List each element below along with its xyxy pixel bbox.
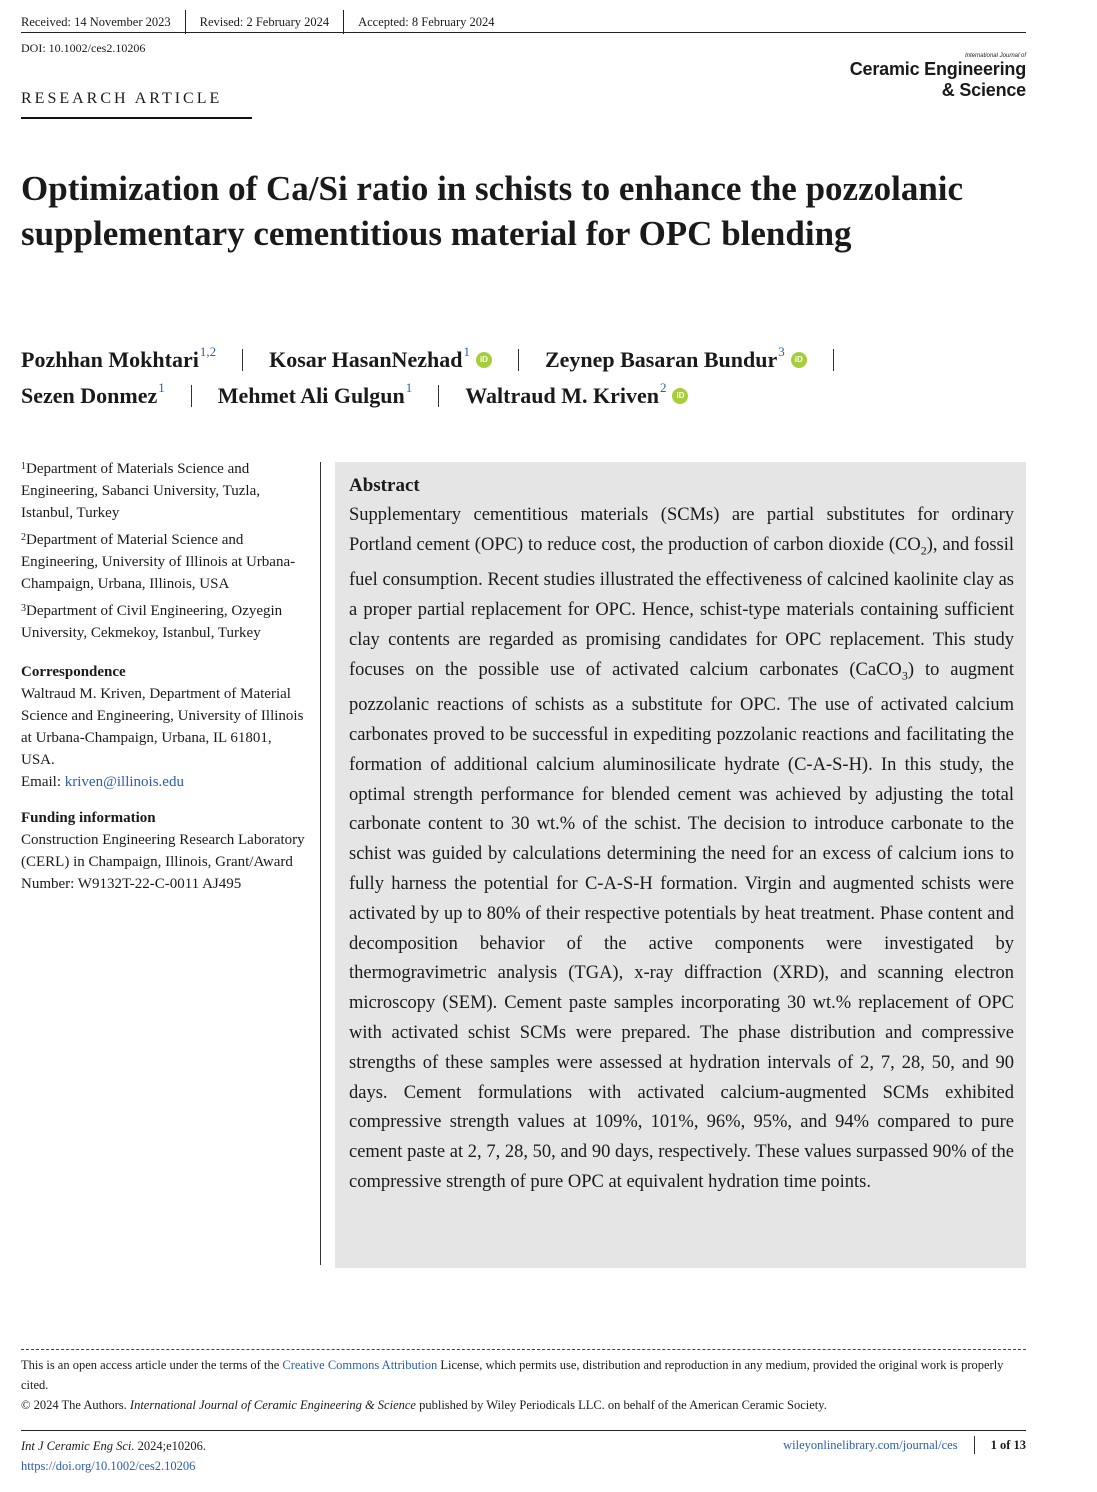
paper-title: Optimization of Ca/Si ratio in schists to enhance the pozzolanic supplementary cementitious material for OPC blending [21,169,964,253]
author[interactable] [218,378,413,414]
license-part: This is an open access article under the terms of the [21,1358,283,1372]
divider [242,349,243,371]
copyright-part: © 2024 The Authors. [21,1398,130,1412]
author[interactable] [545,342,807,378]
author-list [21,342,1031,414]
author-line [21,342,1031,378]
doi: DOI: 10.1002/ces2.10206 [21,41,146,55]
affiliation-number: 2 [21,532,26,543]
affiliation-text: Department of Materials Science and Engineering, Sabanci University, Tuzla, Istanbul, Turkey [21,461,260,521]
author-name: Sezen Donmez [21,383,158,408]
divider [438,385,439,407]
cc-license-link[interactable]: Creative Commons Attribution [282,1358,438,1372]
affiliation-number: 1 [21,461,26,472]
journal-name: International Journal of Ceramic Engineering & Science [129,1398,416,1412]
affiliation [21,529,306,595]
copyright-part: published by Wiley Periodicals LLC. on behalf of the American Ceramic Society. [415,1398,827,1412]
author[interactable] [21,342,216,378]
license-divider [21,1349,1026,1350]
abstract-box [335,462,1026,1268]
abstract-content [349,473,1014,1198]
footer-rule [21,1430,1026,1431]
column-divider [320,462,321,1265]
divider [343,10,344,34]
article-dates [21,10,509,34]
abstract-text [349,501,1014,1198]
funding-text: Construction Engineering Research Laboratory (CERL) in Champaign, Illinois, Grant/Award Number: W9132T-22-C-0011 AJ495 [21,832,305,892]
license-part: License, which permits use, distribution and reproduction in any medium, provided the original work is properly cited. [21,1358,1004,1392]
author-affiliation[interactable]: 1,2 [199,344,217,359]
author-affiliation[interactable]: 3 [778,344,785,359]
author-affiliation[interactable]: 1 [463,344,470,359]
article-type-underline [21,117,252,119]
author[interactable] [465,378,688,414]
correspondence-text: Waltraud M. Kriven, Department of Material Science and Engineering, University of Illinois at Urbana-Champaign, Urbana, IL 61801, USA. [21,686,304,768]
author-name: Waltraud M. Kriven [465,383,659,408]
orcid-icon[interactable]: iD [672,388,688,404]
affiliation [21,600,306,644]
divider [833,349,834,371]
abstract-part: Supplementary cementitious materials (SCMs) are partial substitutes for ordinary Portland cement (OPC) to reduce cost, the production of carbon dioxide (CO [349,505,1014,555]
footer-right [783,1436,1026,1454]
journal-logo-line1: Ceramic Engineering [849,59,1026,79]
citation-ref: 2024;e10206. [134,1439,207,1453]
journal-site-link[interactable]: wileyonlinelibrary.com/journal/ces [783,1437,958,1452]
subscript: 2 [920,543,927,558]
author-affiliation[interactable]: 1 [405,380,413,395]
orcid-icon[interactable]: iD [791,352,807,368]
author-name: Mehmet Ali Gulgun [217,383,405,408]
journal-logo-line2: & Science [941,80,1026,100]
orcid-icon[interactable]: iD [476,352,492,368]
author-name: Pozhhan Mokhtari [21,347,199,372]
correspondence-heading: Correspondence [21,664,126,680]
abstract-part: ), and fossil fuel consumption. Recent studies illustrated the effectiveness of calcined kaolinite clay as a proper partial replacement for OPC. Hence, schist-type materials containing sufficient clay contents are regarded as promising candidates for OPC replacement. This study focuses on the possible use of activated calcium carbonates (CaCO [349,534,1015,680]
doi-link[interactable]: https://doi.org/10.1002/ces2.10206 [21,1459,196,1473]
citation-line [21,1436,206,1456]
divider [518,349,519,371]
divider [185,10,186,34]
journal-logo-small: International Journal of [964,53,1026,59]
header-rule [21,32,1026,33]
copyright-text [21,1395,1027,1415]
correspondence-email [21,771,306,793]
author-affiliation[interactable]: 1 [158,380,165,395]
affiliation-text: Department of Material Science and Engineering, University of Illinois at Urbana-Champaign, Urbana, Illinois, USA [21,532,296,592]
email-label: Email: [21,774,65,790]
author-affiliation[interactable]: 2 [659,380,667,395]
author-name: Zeynep Basaran Bundur [544,347,778,372]
email-link[interactable]: kriven@illinois.edu [64,774,184,790]
journal-logo [850,53,1026,101]
divider [191,385,192,407]
abstract-part: ) to augment pozzolanic reactions of schists as a substitute for OPC. The use of activated calcium carbonates proved to be successful in expediting pozzolanic reactions and facilitating the formation of additional calcium aluminosilicate hydrate (C-A-S-H). In this study, the optimal strength performance for blended cement was achieved by adjusting the total carbonate content to 30 wt.% of the schist. The decision to introduce carbonate to the schist was guided by calculations determining the need for an excess of calcium ions to fully harness the potential for C-A-S-H formation. Virgin and augmented schists were activated by up to 80% of their respective potentials by heat treatment. Phase content and decomposition behavior of the active components were investigated by thermogravimetric analysis (TGA), x-ray diffraction (XRD), and scanning electron microscopy (SEM). Cement paste samples incorporating 30 wt.% replacement of OPC with activated schist SCMs were prepared. The phase distribution and compressive strengths of these samples were assessed at hydration intervals of 2, 7, 28, 50, and 90 days. Cement formulations with activated calcium-augmented SCMs exhibited compressive strength values at 109%, 101%, 96%, 95%, and 94% compared to pure cement paste at 2, 7, 28, 50, and 90 days, respectively. These values surpassed 90% of the compressive strength of pure OPC at equivalent hydration time points. [349,659,1014,1192]
affiliation-number: 3 [21,603,26,614]
affiliation-text: Department of Civil Engineering, Ozyegin University, Cekmekoy, Istanbul, Turkey [21,603,283,641]
license-notice [21,1355,1027,1415]
author[interactable] [21,378,165,414]
received-date: Received: 14 November 2023 [21,14,171,29]
article-type: RESEARCH ARTICLE [21,90,223,107]
revised-date: Revised: 2 February 2024 [199,14,330,29]
affiliation [21,458,306,524]
abstract-heading: Abstract [349,475,420,496]
journal-abbr: Int J Ceramic Eng Sci. [21,1439,135,1453]
author-name: Kosar HasanNezhad [269,347,463,372]
license-text [21,1355,1027,1395]
divider [974,1436,975,1454]
funding-heading: Funding information [21,810,156,826]
subscript: 3 [901,668,908,683]
sidebar-info [21,458,306,895]
accepted-date: Accepted: 8 February 2024 [358,14,495,29]
author[interactable] [269,342,492,378]
citation [21,1436,206,1476]
author-line [21,378,1031,414]
page-number: 1 of 13 [990,1437,1026,1452]
